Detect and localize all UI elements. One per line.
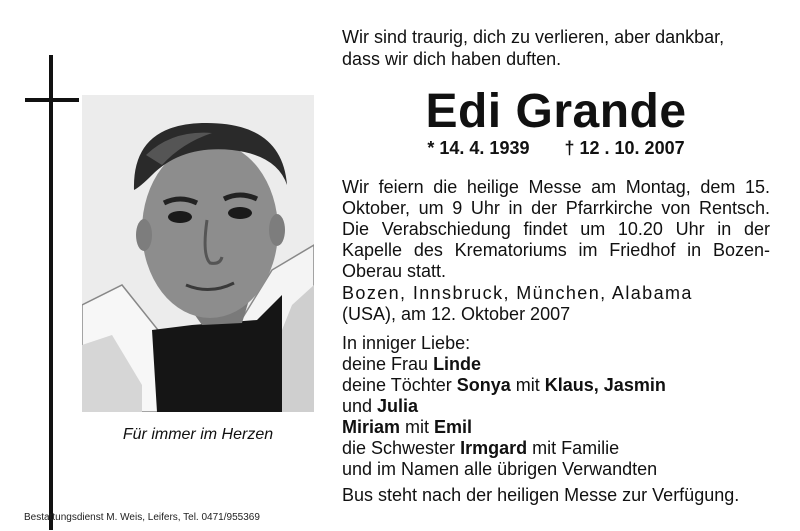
grandchild-partner: Emil — [434, 417, 473, 437]
with-text: mit — [510, 375, 545, 395]
family-line-julia — [342, 396, 772, 417]
funeral-service-credit: Bestattungsdienst M. Weis, Leifers, Tel. 0471/955369 — [24, 512, 260, 523]
intro-line: dass wir dich haben duften. — [342, 49, 562, 69]
place-line: Bozen, Innsbruck, München, Alabama — [342, 283, 693, 303]
grandchild-name: Miriam — [342, 417, 401, 437]
family-line-grandchild — [342, 417, 772, 438]
partner-names: Klaus, Jasmin — [544, 375, 666, 395]
cross-vertical-bar — [49, 55, 53, 530]
family-line-wife — [342, 354, 772, 375]
family-line-daughters — [342, 375, 772, 396]
bus-notice: Bus steht nach der heiligen Messe zur Verfügung. — [342, 485, 740, 505]
date-line: (USA), am 12. Oktober 2007 — [342, 304, 571, 324]
mass-announcement: Wir feiern die heilige Messe am Montag, dem 15. Oktober, um 9 Uhr in der Pfarrkirche von Rentsch. Die Verabschiedung findet um 10.20 Uhr in der Kapelle des Krematoriums im Friedhof in Bozen-Oberau statt. — [342, 177, 770, 281]
wife-prefix: deine Frau — [342, 354, 434, 374]
sister-prefix: die Schwester — [342, 438, 461, 458]
family-line-relatives: und im Namen alle übrigen Verwandten — [342, 459, 658, 479]
with-text: mit — [400, 417, 435, 437]
cross-horizontal-bar — [25, 98, 79, 102]
deceased-name: Edi Grande — [425, 85, 687, 138]
family-line-sister — [342, 438, 772, 459]
family-intro: In inniger Liebe: — [342, 333, 471, 353]
birth-date: * 14. 4. 1939 — [427, 138, 530, 158]
portrait-photo — [82, 95, 314, 412]
intro-line: Wir sind traurig, dich zu verlieren, aber dankbar, — [342, 27, 725, 47]
and-text: und — [342, 396, 378, 416]
sister-name: Irmgard — [460, 438, 528, 458]
photo-caption: Für immer im Herzen — [122, 426, 274, 443]
life-dates — [342, 138, 770, 159]
family-list — [342, 333, 772, 480]
wife-name: Linde — [433, 354, 482, 374]
daughter-name: Sonya — [456, 375, 511, 395]
daughter-name: Julia — [377, 396, 419, 416]
sister-suffix: mit Familie — [527, 438, 620, 458]
place-date — [342, 283, 770, 325]
death-date: † 12 . 10. 2007 — [564, 138, 685, 158]
daughters-prefix: deine Töchter — [342, 375, 457, 395]
intro-text — [342, 26, 772, 70]
